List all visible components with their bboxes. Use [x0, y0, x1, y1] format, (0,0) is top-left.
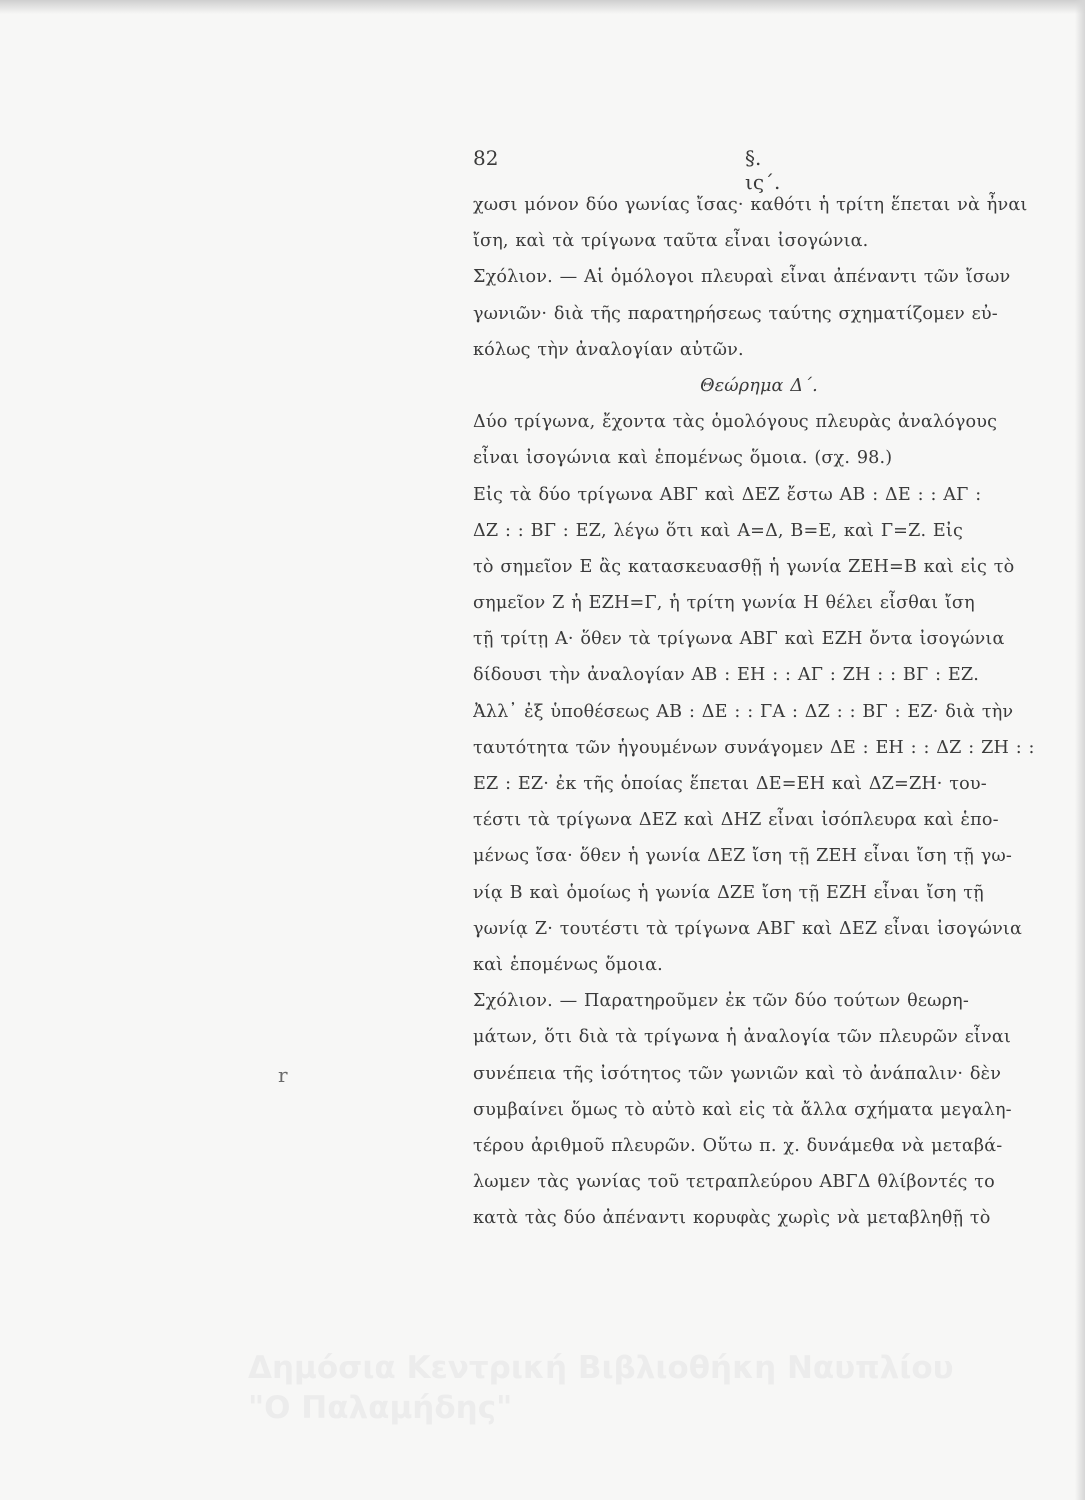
text-body: [473, 187, 1045, 1236]
text-line: σημεῖον Ζ ἡ ΕΖΗ=Γ, ἡ τρίτη γωνία Η θέλει εἶσθαι ἴση: [473, 593, 975, 614]
text-line: ἴση, καὶ τὰ τρίγωνα ταῦτα εἶναι ἰσογώνια.: [473, 231, 869, 252]
text-line: λωμεν τὰς γωνίας τοῦ τετραπλεύρου ΑΒΓΔ θλίβοντές το: [473, 1172, 995, 1193]
theorem-heading: Θεώρημα Δ΄.: [700, 375, 818, 396]
text-line: τέρου ἀριθμοῦ πλευρῶν. Οὕτω π. χ. δυνάμεθα νὰ μεταβά-: [473, 1135, 1003, 1156]
text-line: κόλως τὴν ἀναλογίαν αὐτῶν.: [473, 339, 744, 360]
text-line: ταυτότητα τῶν ἡγουμένων συνάγομεν ΔΕ : ΕΗ : : ΔΖ : ΖΗ : :: [473, 737, 1035, 758]
text-line: νίᾳ Β καὶ ὁμοίως ἡ γωνία ΔΖΕ ἴση τῇ ΕΖΗ εἶναι ἴση τῇ: [473, 882, 984, 903]
text-line: χωσι μόνον δύο γωνίας ἴσας· καθότι ἡ τρίτη ἕπεται νὰ ἦναι: [473, 195, 1028, 215]
text-line: καὶ ἑπομένως ὅμοια.: [473, 954, 663, 975]
text-line: Ἀλλ᾽ ἐξ ὑποθέσεως ΑΒ : ΔΕ : : ΓΑ : ΔΖ : : ΒΓ : ΕΖ· διὰ τὴν: [473, 701, 1014, 722]
text-line: μένως ἴσα· ὅθεν ἡ γωνία ΔΕΖ ἴση τῇ ΖΕΗ εἶναι ἴση τῇ γω-: [473, 846, 1012, 867]
text-line: Σχόλιον. — Παρατηροῦμεν ἐκ τῶν δύο τούτων θεωρη-: [473, 991, 969, 1012]
text-line: κατὰ τὰς δύο ἀπέναντι κορυφὰς χωρὶς νὰ μεταβληθῇ τὸ: [473, 1208, 991, 1229]
text-line: Σχόλιον. — Αἱ ὁμόλογοι πλευραὶ εἶναι ἀπέναντι τῶν ἴσων: [473, 267, 1011, 288]
section-heading: §. ις΄.: [745, 146, 781, 194]
page-number: 82: [473, 146, 499, 170]
page-edge-shadow-top: [0, 0, 1085, 14]
text-line: συνέπεια τῆς ἰσότητος τῶν γωνιῶν καὶ τὸ ἀνάπαλιν· δὲν: [473, 1063, 1002, 1084]
text-line: τὸ σημεῖον Ε ἂς κατασκευασθῇ ἡ γωνία ΖΕΗ=Β καὶ εἰς τὸ: [473, 556, 1015, 577]
text-line: ΔΖ : : ΒΓ : ΕΖ, λέγω ὅτι καὶ Α=Δ, Β=Ε, καὶ Γ=Ζ. Εἰς: [473, 520, 963, 541]
text-line: ΕΖ : ΕΖ· ἐκ τῆς ὁποίας ἕπεται ΔΕ=ΕΗ καὶ ΔΖ=ΖΗ· του-: [473, 774, 987, 794]
text-line: μάτων, ὅτι διὰ τὰ τρίγωνα ἡ ἀναλογία τῶν πλευρῶν εἶναι: [473, 1027, 1011, 1048]
watermark-line-2: "Ο Παλαμήδης": [248, 1390, 513, 1426]
text-line: γωνίᾳ Ζ· τουτέστι τὰ τρίγωνα ΑΒΓ καὶ ΔΕΖ εἶναι ἰσογώνια: [473, 918, 1022, 939]
page-header: [473, 146, 803, 194]
text-line: τῇ τρίτῃ Α· ὅθεν τὰ τρίγωνα ΑΒΓ καὶ ΕΖΗ ὄντα ἰσογώνια: [473, 629, 1005, 650]
text-line: συμβαίνει ὅμως τὸ αὐτὸ καὶ εἰς τὰ ἄλλα σχήματα μεγαλη-: [473, 1099, 1012, 1120]
text-line: γωνιῶν· διὰ τῆς παρατηρήσεως ταύτης σχηματίζομεν εὐ-: [473, 303, 998, 324]
watermark-line-1: Δημόσια Κεντρική Βιβλιοθήκη Ναυπλίου: [248, 1350, 954, 1386]
text-line: τέστι τὰ τρίγωνα ΔΕΖ καὶ ΔΗΖ εἶναι ἰσόπλευρα καὶ ἑπο-: [473, 810, 999, 831]
text-line: εἶναι ἰσογώνια καὶ ἑπομένως ὅμοια. (σχ. 98.): [473, 448, 893, 469]
library-watermark: [248, 1348, 1048, 1428]
text-line: Εἰς τὰ δύο τρίγωνα ΑΒΓ καὶ ΔΕΖ ἔστω ΑΒ : ΔΕ : : ΑΓ :: [473, 484, 982, 505]
margin-mark: r: [278, 1063, 288, 1087]
text-line: Δύο τρίγωνα, ἔχοντα τὰς ὁμολόγους πλευρὰς ἀναλόγους: [473, 412, 998, 433]
text-line: δίδουσι τὴν ἀναλογίαν ΑΒ : ΕΗ : : ΑΓ : ΖΗ : : ΒΓ : ΕΖ.: [473, 665, 980, 686]
page-edge-shadow-right: [1075, 0, 1085, 1500]
